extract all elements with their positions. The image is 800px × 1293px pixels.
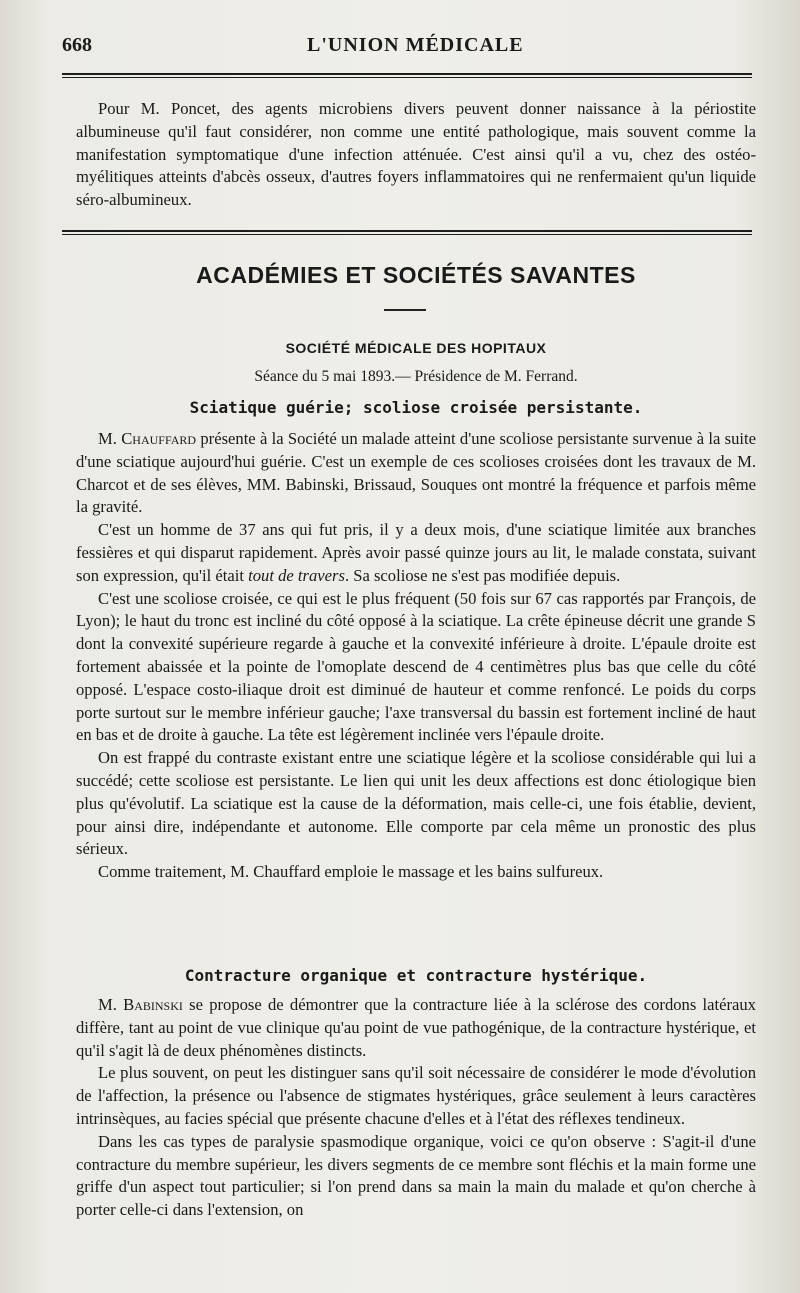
paragraph: M. Babinski se propose de démontrer que la contracture liée à la sclérose des cordons latéraux diffère, tant au point de vue clinique qu'au point de vue pathogénique, de la contracture hystérique, et qu'il s'agit là de deux phénomènes distincts. (76, 995, 756, 1060)
paragraph: Dans les cas types de paralysie spasmodique organique, voici ce qu'on observe : S'agit-il d'une contracture du membre supérieur, les divers segments de ce membre sont fléchis et la main forme une griffe d'un aspect tout particulier; si l'on prend dans sa main la main du malade et qu'on cherche à porter celle-ci dans l'extension, on (76, 1131, 756, 1220)
paragraph: C'est un homme de 37 ans qui fut pris, il y a deux mois, d'une sciatique limitée aux branches fessières et qui disparut rapidement. Après avoir passé quinze jours au lit, le malade constata, suivant son expression, qu'il était tout de travers. Sa scoliose ne s'est pas modifiée depuis. (76, 520, 756, 585)
section-divider-thin (62, 234, 752, 235)
society-name: SOCIÉTÉ MÉDICALE DES HOPITAUX (285, 340, 547, 356)
section-divider (62, 230, 752, 232)
author-name: M. Babinski (98, 995, 183, 1014)
article-heading-contracture: Contracture organique et contracture hystérique. (184, 966, 648, 985)
paragraph: Comme traitement, M. Chauffard emploie le massage et les bains sulfureux. (98, 862, 604, 882)
running-title: L'UNION MÉDICALE (307, 34, 524, 56)
intro-block (76, 98, 756, 212)
session-line: Séance du 5 mai 1893.— Présidence de M. Ferrand. (254, 368, 578, 385)
paragraph: C'est une scoliose croisée, ce qui est le plus fréquent (50 fois sur 67 cas rapportés par François, de Lyon); le haut du tronc est incliné du côté opposé à la sciatique. La crête épineuse décrit une grande S dont la convexité supérieure regarde à gauche et la convexité inférieure à droite. L'épaule droite est fortement abaissée et la pointe de l'omoplate descend de 4 centimètres plus bas que celle du côté opposé. L'espace costo-iliaque droit est diminué de hauteur et comme renfoncé. Le poids du corps porte surtout sur le membre inférieur gauche; l'axe transversal du bassin est fortement incliné de haut en bas et de droite à gauche. La tête est légèrement inclinée vers l'épaule droite. (76, 588, 756, 745)
author-name: M. Chauffard (98, 429, 197, 448)
paragraph: On est frappé du contraste existant entre une sciatique légère et la scoliose considérable qui lui a succédé; cette scoliose est persistante. Le lien qui unit les deux affections est donc étiologique bien plus qu'évolutif. La sciatique est la cause de la déformation, mais celle-ci, une fois établie, devient, pour ainsi dire, indépendante et autonome. Elle comporte par cela même un pronostic des plus sérieux. (76, 748, 756, 859)
italic-quote: tout de travers (248, 565, 345, 585)
header-rule-thin (62, 77, 752, 78)
title-ornament-rule (384, 309, 426, 311)
paragraph: M. Chauffard présente à la Société un malade atteint d'une scoliose persistante survenue à la suite d'une sciatique aujourd'hui guérie. C'est un exemple de ces scolioses croisées dont les travaux de M. Charcot et de ses élèves, MM. Babinski, Brissaud, Souques ont montré la fréquence et parfois même la gravité. (76, 429, 756, 517)
article-body-contracture (76, 994, 756, 1222)
intro-paragraph: Pour M. Poncet, des agents microbiens divers peuvent donner naissance à la périostite albumineuse qu'il faut considérer, non comme une entité pathologique, mais souvent comme la manifestation symptomatique d'une infection atténuée. C'est ainsi qu'il a vu, chez des ostéo-myélitiques atteints d'abcès osseux, d'autres foyers inflammatoires qui ne renfermaient qu'un liquide séro-albumineux. (76, 99, 756, 210)
article-heading-sciatique: Sciatique guérie; scoliose croisée persistante. (189, 398, 643, 417)
header-rule (62, 73, 752, 75)
section-title: ACADÉMIES ET SOCIÉTÉS SAVANTES (196, 262, 636, 288)
paragraph: Le plus souvent, on peut les distinguer sans qu'il soit nécessaire de considérer le mode d'évolution de l'affection, la présence ou l'absence de stigmates hystériques, grâce seulement à leurs caractères intrinsèques, au facies spécial que présente chacune d'elles et à l'état des réflexes tendineux. (76, 1063, 756, 1128)
page-number: 668 (62, 34, 92, 56)
article-body-sciatique (76, 428, 756, 884)
